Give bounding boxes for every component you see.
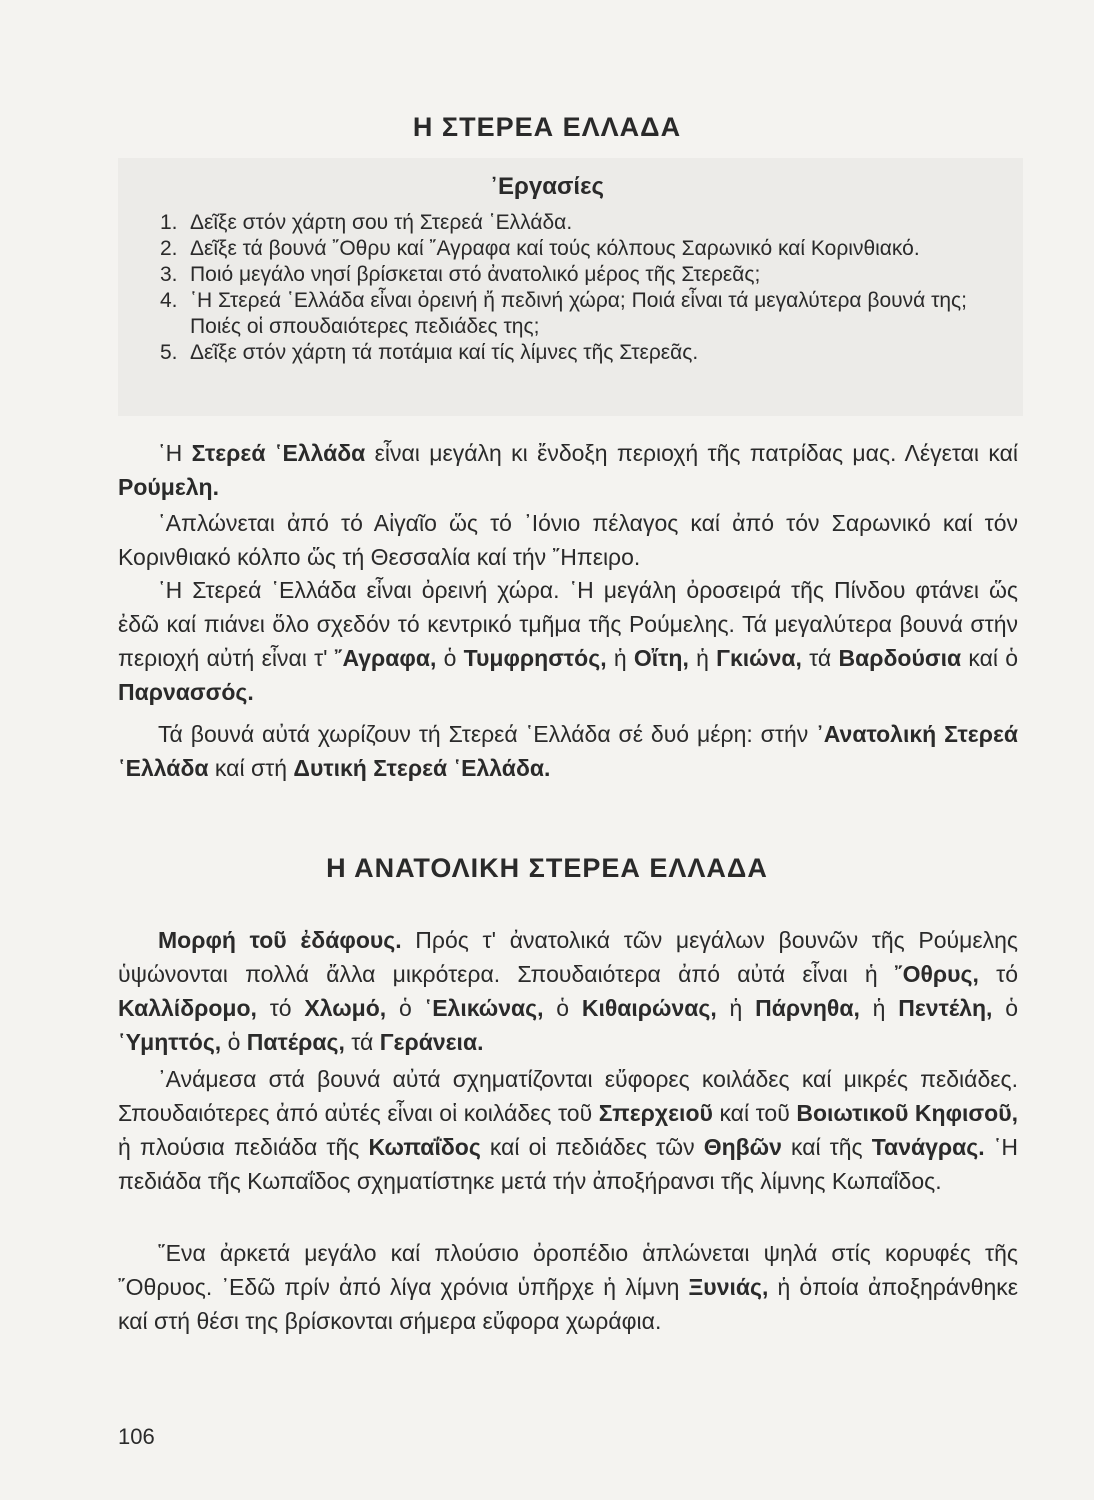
exercises-title: ᾿Εργασίες [490, 173, 604, 200]
exercise-item: 2. Δεῖξε τά βουνά ῎Οθρυ καί ῎Αγραφα καί τούς κόλπους Σαρωνικό καί Κορινθιακό. [160, 237, 920, 260]
exercise-item: 3. Ποιό μεγάλο νησί βρίσκεται στό ἀνατολικό μέρος τῆς Στερεᾶς; [160, 263, 761, 286]
paragraph-mountains: ῾Η Στερεά ῾Ελλάδα εἶναι ὀρεινή χώρα. ῾Η μεγάλη ὀροσειρά τῆς Πίνδου φτάνει ὥς ἐδῶ καί πιάνει ὅλο σχεδόν τό κεντρικό τμῆμα τῆς Ρούμελης. Τά μεγαλύτερα βουνά στήν περιοχή αὐτή εἶναι τ' ῎Αγραφα, ὁ Τυμφρηστός, ἡ Οἴτη, ἡ Γκιώνα, τά Βαρδούσια καί ὁ Παρνασσός. [118, 577, 1019, 705]
section-title: Η ΑΝΑΤΟΛΙΚΗ ΣΤΕΡΕΑ ΕΛΛΑΔΑ [326, 853, 768, 883]
chapter-title: Η ΣΤΕΡΕΑ ΕΛΛΑΔΑ [412, 112, 682, 142]
exercise-item: 4. ῾Η Στερεά ῾Ελλάδα εἶναι ὀρεινή ἤ πεδινή χώρα; Ποιά εἶναι τά μεγαλύτερα βουνά της; Ποιές οἱ σπουδαιότερες πεδιάδες της; [160, 289, 968, 338]
exercise-item: 5. Δεῖξε στόν χάρτη τά ποτάμια καί τίς λίμνες τῆς Στερεᾶς. [160, 341, 699, 364]
page-number: 106 [118, 1424, 155, 1449]
exercise-item: 1. Δεῖξε στόν χάρτη σου τή Στερεά ῾Ελλάδα. [160, 211, 573, 234]
paragraph-valleys: ᾿Ανάμεσα στά βουνά αὐτά σχηματίζονται εὔφορες κοιλάδες καί μικρές πεδιάδες. Σπουδαιότερες ἀπό αὐτές εἶναι οἱ κοιλάδες τοῦ Σπερχειοῦ καί τοῦ Βοιωτικοῦ Κηφισοῦ, ἡ πλούσια πεδιάδα τῆς Κωπαΐδος καί οἱ πεδιάδες τῶν Θηβῶν καί τῆς Τανάγρας. ῾Η πεδιάδα τῆς Κωπαΐδος σχηματίστηκε μετά τήν ἀποξήρανσι τῆς λίμνης Κωπαΐδος. [118, 1066, 1018, 1194]
paragraph-intro: ῾Η Στερεά ῾Ελλάδα εἶναι μεγάλη κι ἔνδοξη περιοχή τῆς πατρίδας μας. Λέγεται καί Ρούμελη. [118, 440, 1018, 500]
paragraph-terrain: Μορφή τοῦ ἐδάφους. Πρός τ' ἀνατολικά τῶν μεγάλων βουνῶν τῆς Ρούμελης ὑψώνονται πολλά ἄλλα μικρότερα. Σπουδαιότερα ἀπό αὐτά εἶναι ἡ ῎Οθρυς, τό Καλλίδρομο, τό Χλωμό, ὁ ῾Ελικώνας, ὁ Κιθαιρώνας, ἡ Πάρνηθα, ἡ Πεντέλη, ὁ ῾Υμηττός, ὁ Πατέρας, τά Γεράνεια. [118, 927, 1019, 1055]
paragraph-division: Τά βουνά αὐτά χωρίζουν τή Στερεά ῾Ελλάδα σέ δυό μέρη: στήν ᾿Ανατολική Στερεά ῾Ελλάδα καί στή Δυτική Στερεά ῾Ελλάδα. [118, 721, 1018, 781]
exercises-list [160, 210, 990, 366]
paragraph-extent: ῾Απλώνεται ἀπό τό Αἰγαῖο ὥς τό ᾿Ιόνιο πέλαγος καί ἀπό τόν Σαρωνικό καί τόν Κορινθιακό κόλπο ὥς τή Θεσσαλία καί τήν ῎Ηπειρο. [118, 510, 1018, 570]
paragraph-plateau: ῞Ενα ἀρκετά μεγάλο καί πλούσιο ὀροπέδιο ἁπλώνεται ψηλά στίς κορυφές τῆς ῎Οθρυος. ᾿Εδῶ πρίν ἀπό λίγα χρόνια ὑπῆρχε ἡ λίμνη Ξυνιάς, ἡ ὁποία ἀποξηράνθηκε καί στή θέσι της βρίσκονται σήμερα εὔφορα χωράφια. [118, 1240, 1018, 1334]
